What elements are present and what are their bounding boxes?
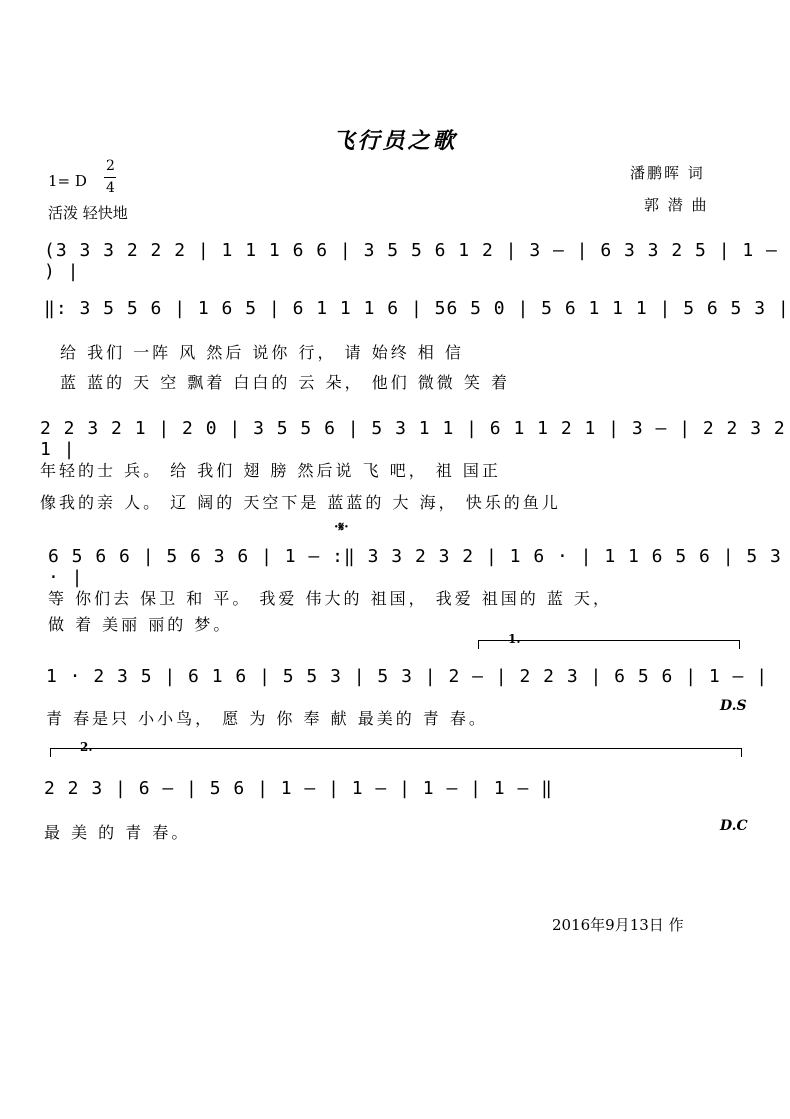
volta-2-bracket (50, 748, 742, 757)
song-title: 飞行员之歌 (332, 128, 458, 154)
lyrics-system-2-verse-1: 给 我们 一阵 风 然后 说你 行， 请 始终 相 信 (60, 343, 464, 362)
time-signature-numerator: 2 (106, 158, 115, 174)
lyrics-system-5-verse-1: 青 春是只 小小鸟， 愿 为 你 奉 献 最美的 青 春。 (46, 709, 488, 728)
lyrics-system-3-verse-2: 像我的亲 人。 辽 阔的 天空下是 蓝蓝的 大 海， 快乐的鱼儿 (40, 493, 561, 512)
time-signature-bar (104, 177, 116, 178)
notation-system-3: 2 2 3 2 1 | 2 0 | 3 5 5 6 | 5 3 1 1 | 6 1 1 2 1 | 3 — | 2 2 3 2 1 | (40, 418, 786, 460)
key-signature: 1= D (48, 172, 87, 190)
tempo-marking: 活泼 轻快地 (48, 204, 128, 222)
notation-system-1: (3 3 3 2 2 2 | 1 1 1 6 6 | 3 5 5 6 1 2 | 3 — | 6 3 3 2 5 | 1 — ) | (44, 240, 778, 282)
notation-system-6: 2 2 3 | 6 — | 5 6 | 1 — | 1 — | 1 — | 1 — ‖ (44, 778, 553, 799)
volta-1-label: 1. (508, 632, 521, 646)
time-signature-denominator: 4 (106, 180, 115, 196)
da-capo-marking: D.C (720, 818, 748, 834)
composition-date: 2016年9月13日 作 (552, 916, 684, 934)
notation-system-5: 1 · 2 3 5 | 6 1 6 | 5 5 3 | 5 3 | 2 — | 2 2 3 | 6 5 6 | 1 — | (46, 666, 769, 687)
lyrics-system-6-verse-1: 最 美 的 青 春。 (44, 823, 191, 842)
lyrics-system-4-verse-1: 等 你们去 保卫 和 平。 我爱 伟大的 祖国， 我爱 祖国的 蓝 天， (48, 589, 612, 608)
lyrics-system-2-verse-2: 蓝 蓝的 天 空 飘着 白白的 云 朵， 他们 微微 笑 着 (60, 373, 510, 392)
dal-segno-marking: D.S (720, 698, 747, 714)
composer-credit: 郭 潜 曲 (644, 196, 709, 214)
lyrics-system-4-verse-2: 做 着 美丽 丽的 梦。 (48, 615, 233, 634)
notation-system-4: 6 5 6 6 | 5 6 3 6 | 1 — :‖ 3 3 2 3 2 | 1 6 · | 1 1 6 5 6 | 5 3 · | (48, 546, 782, 588)
lyrics-system-3-verse-1: 年轻的士 兵。 给 我们 翅 膀 然后说 飞 吧， 祖 国正 (40, 461, 501, 480)
notation-system-2: ‖: 3 5 5 6 | 1 6 5 | 6 1 1 1 6 | 56 5 0 | 5 6 1 1 1 | 5 6 5 3 | (44, 298, 790, 319)
volta-2-label: 2. (80, 740, 93, 754)
segno-sign: ·𝄋· (334, 520, 349, 535)
lyricist-credit: 潘鹏晖 词 (630, 164, 705, 182)
